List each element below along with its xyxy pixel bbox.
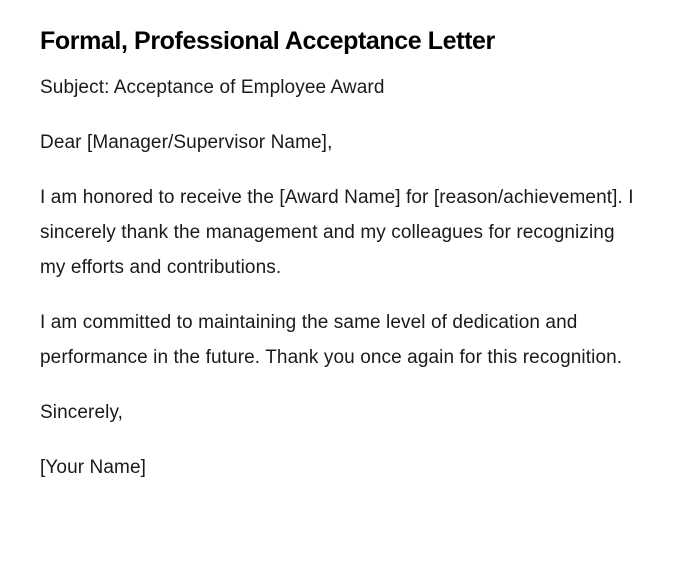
letter-salutation: Dear [Manager/Supervisor Name], bbox=[40, 132, 333, 153]
letter-paragraph: I am committed to maintaining the same level of dedication and performance in the future. Thank you once again for this recognition. bbox=[40, 312, 623, 368]
letter-subject: Subject: Acceptance of Employee Award bbox=[40, 77, 385, 98]
letter-signature: [Your Name] bbox=[40, 457, 147, 478]
letter-closing: Sincerely, bbox=[40, 402, 124, 423]
letter-paragraph: I am honored to receive the [Award Name] for [reason/achievement]. I sincerely thank the management and my colleagues for recognizing my efforts and contributions. bbox=[40, 187, 634, 278]
letter-title: Formal, Professional Acceptance Letter bbox=[40, 27, 495, 55]
